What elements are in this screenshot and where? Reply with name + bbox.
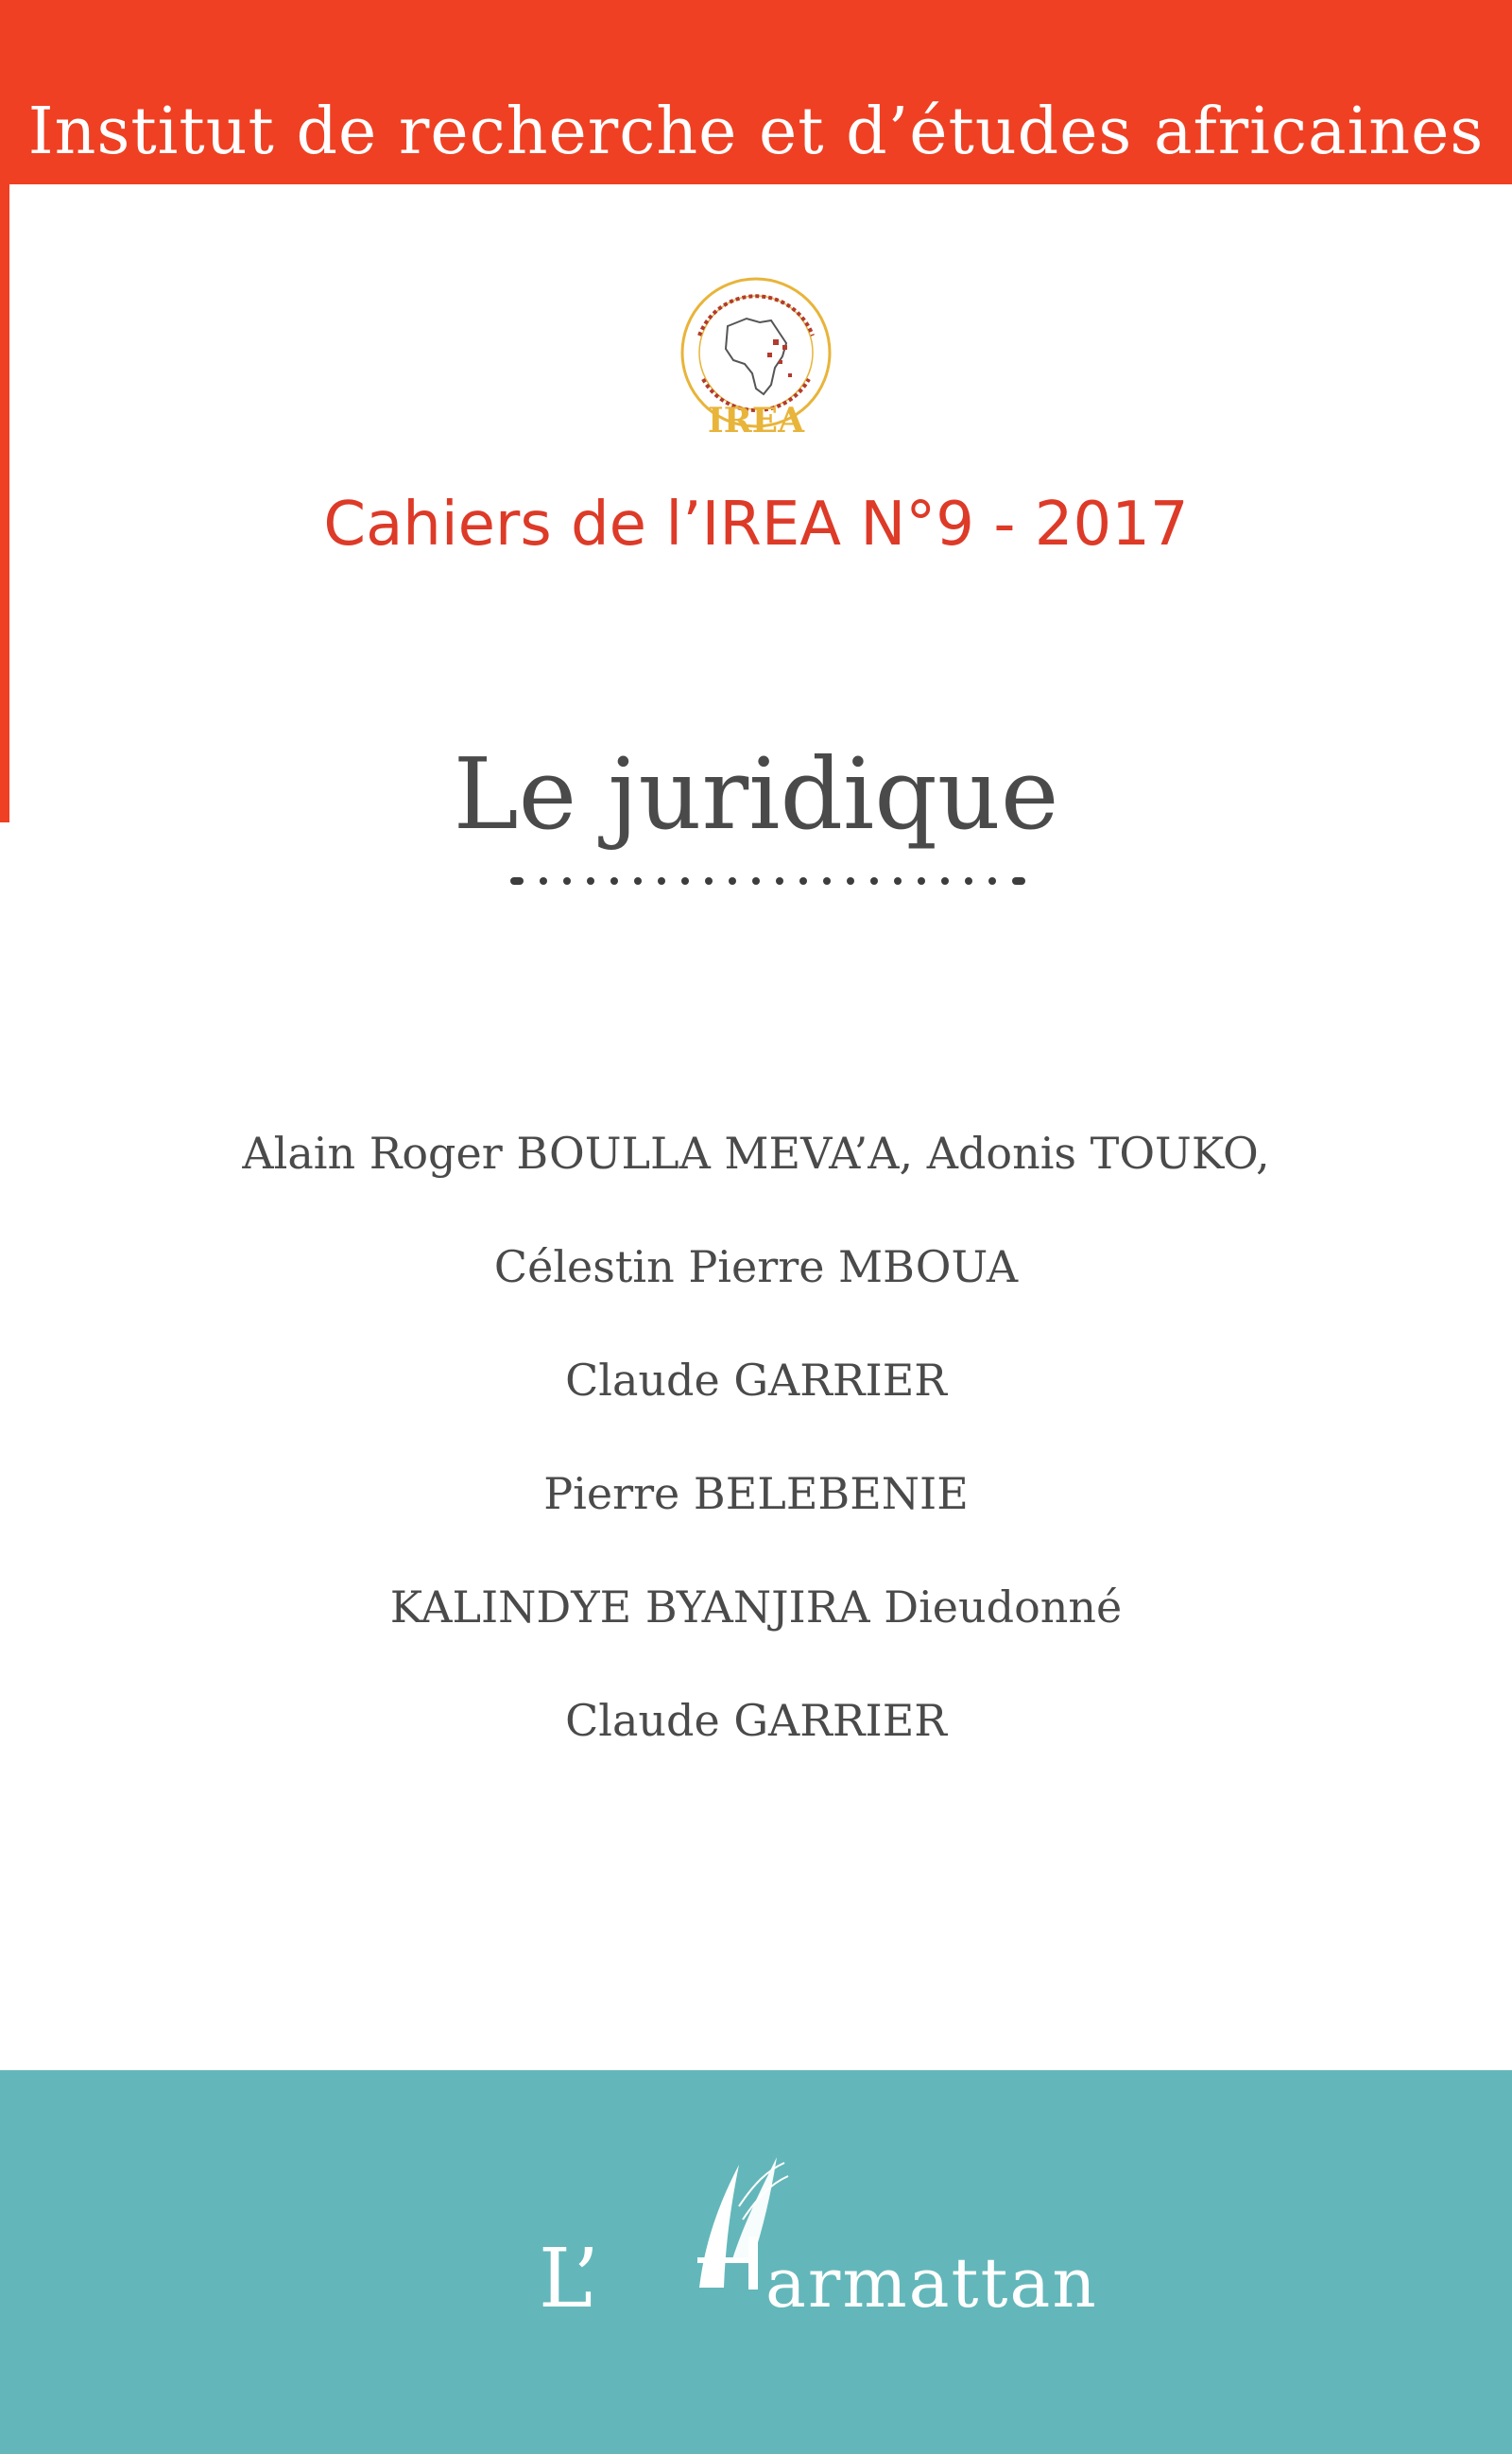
author-line: KALINDYE BYANJIRA Dieudonné — [389, 1581, 1123, 1633]
author-line: Claude GARRIER — [565, 1355, 947, 1406]
author-line: Célestin Pierre MBOUA — [493, 1241, 1019, 1292]
author-line: Alain Roger BOULLA MEVA’A, Adonis TOUKO, — [242, 1128, 1270, 1179]
svg-text:armattan: armattan — [765, 2243, 1098, 2323]
svg-text:L’: L’ — [539, 2232, 599, 2326]
logo-acronym: IREA — [707, 401, 805, 441]
harmattan-wordmark-icon — [529, 2146, 1098, 2326]
author-line: Pierre BELEBENIE — [543, 1468, 969, 1519]
issue-title: Cahiers de l’IREA N°9 - 2017 — [323, 490, 1189, 560]
header-band — [0, 0, 1512, 184]
series-title: Institut de recherche et d’études africaines — [27, 95, 1485, 169]
title-dotted-rule — [510, 874, 1025, 888]
author-list — [0, 1115, 1512, 1796]
book-title: Le juridique — [453, 736, 1059, 852]
author-line: Claude GARRIER — [565, 1695, 947, 1746]
irea-africa-map-seal-icon — [662, 269, 860, 449]
